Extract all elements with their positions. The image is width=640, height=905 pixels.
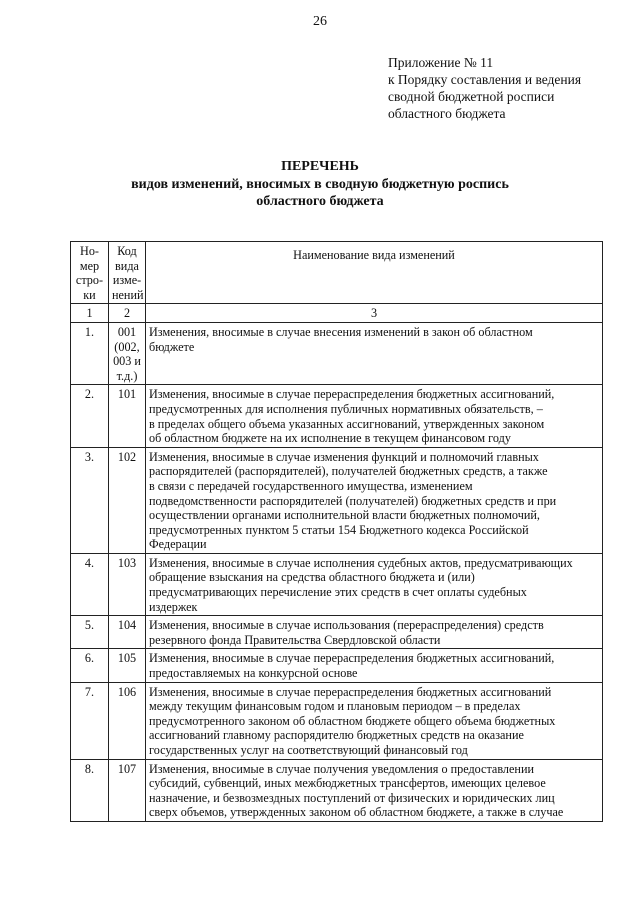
table-row: [71, 616, 603, 649]
header-row: [71, 242, 603, 304]
description-line: распорядителей (распорядителей), получателей бюджетных средств, а также: [149, 464, 548, 479]
column-number: 1: [71, 304, 109, 323]
table-row: [71, 649, 603, 682]
description-line: предусмотренного законом об областном бюджете общего объема бюджетных: [149, 713, 556, 728]
header-text: ки: [83, 287, 96, 302]
appendix-line: областного бюджета: [388, 106, 506, 121]
description-line: обращение взыскания на средства областного бюджета и (или): [149, 570, 475, 585]
change-code-line: 003 и: [113, 354, 141, 369]
appendix-line: Приложение № 11: [388, 55, 494, 70]
column-number: 2: [109, 304, 146, 323]
description-line: об областном бюджете на их исполнение в текущем финансовом году: [149, 431, 511, 446]
description-line: Изменения, вносимые в случае внесения изменений в закон об областном: [149, 324, 533, 339]
description-line: между текущим финансовым годом и плановым периодом – в пределах: [149, 699, 521, 714]
table-body: [71, 242, 603, 822]
change-description-cell: [146, 682, 603, 759]
header-text: нений: [112, 287, 144, 302]
description-line: предоставляемых на конкурсной основе: [149, 666, 358, 681]
description-line: в связи с передачей государственного имущества, изменением: [149, 478, 473, 493]
description-line: издержек: [149, 599, 198, 614]
change-code-line: 107: [117, 761, 137, 776]
description-line: осуществлении органами исполнительной власти бюджетных полномочий,: [149, 508, 540, 523]
description-line: подведомственности распорядителей (получателей) бюджетных средств и при: [149, 493, 557, 508]
change-code-line: т.д.): [116, 368, 138, 383]
change-code-line: 101: [117, 387, 137, 402]
table-row: [71, 322, 603, 384]
description-line: Изменения, вносимые в случае перераспределения бюджетных ассигнований,: [149, 387, 555, 402]
table-row: [71, 759, 603, 821]
page-number: 26: [313, 14, 327, 29]
header-text: Код: [117, 244, 137, 258]
row-number-cell: 6.: [71, 649, 109, 682]
header-text: вида: [115, 258, 139, 273]
title-line: видов изменений, вносимых в сводную бюджетную роспись: [131, 176, 509, 192]
change-code-cell: [109, 553, 146, 615]
description-line: сверх объемов, утвержденных законом об областном бюджете, а также в случае: [149, 805, 564, 820]
description-line: назначение, и безвозмездных поступлений от физических и юридических лиц: [149, 790, 555, 805]
header-text: изме-: [112, 273, 142, 288]
column-number: 3: [146, 304, 603, 323]
change-description-cell: [146, 616, 603, 649]
change-description-cell: [146, 385, 603, 447]
row-number-cell: 2.: [71, 385, 109, 447]
change-code-line: 104: [117, 618, 137, 633]
row-number-cell: 1.: [71, 322, 109, 384]
document-title: [0, 158, 640, 211]
description-line: в пределах общего объема указанных ассигнований, утвержденных законом: [149, 416, 545, 431]
header-row-number: [71, 242, 109, 304]
row-number-cell: 4.: [71, 553, 109, 615]
row-number-cell: 5.: [71, 616, 109, 649]
appendix-note: [388, 54, 581, 122]
change-code-line: (002,: [114, 339, 140, 354]
change-code-cell: [109, 682, 146, 759]
row-number-cell: 8.: [71, 759, 109, 821]
changes-table: [70, 241, 603, 822]
change-description-cell: [146, 322, 603, 384]
header-text: Но-: [80, 244, 99, 258]
column-number-row: [71, 304, 603, 323]
description-line: Изменения, вносимые в случае получения уведомления о предоставлении: [149, 761, 534, 776]
change-code-line: 102: [117, 449, 137, 464]
description-line: предусмотренных пунктом 5 статьи 154 Бюджетного кодекса Российской: [149, 522, 529, 537]
change-description-cell: [146, 447, 603, 553]
change-code-line: 103: [117, 555, 137, 570]
table-row: [71, 682, 603, 759]
change-code-cell: [109, 322, 146, 384]
change-description-cell: [146, 553, 603, 615]
change-description-cell: [146, 759, 603, 821]
change-code-cell: [109, 447, 146, 553]
description-line: Изменения, вносимые в случае перераспределения бюджетных ассигнований,: [149, 651, 555, 666]
description-line: бюджете: [149, 339, 195, 354]
description-line: резервного фонда Правительства Свердловской области: [149, 632, 441, 647]
change-code-line: 105: [117, 651, 137, 666]
header-text: стро-: [75, 273, 104, 288]
change-code-line: 001: [117, 324, 137, 339]
description-line: государственных услуг на соответствующий финансовый год: [149, 743, 468, 757]
title-line: областного бюджета: [256, 194, 384, 209]
change-code-cell: [109, 759, 146, 821]
header-change-name: Наименование вида изменений: [146, 242, 603, 304]
change-code-cell: [109, 385, 146, 447]
header-text: мер: [79, 258, 100, 273]
description-line: Изменения, вносимые в случае использования (перераспределения) средств: [149, 618, 544, 633]
description-line: предусматривающих перечисление этих средств в счет оплаты судебных: [149, 585, 527, 600]
row-number-cell: 7.: [71, 682, 109, 759]
table-row: [71, 385, 603, 447]
description-line: предусмотренных для исполнения публичных нормативных обязательств, –: [149, 401, 543, 416]
title-line: ПЕРЕЧЕНЬ: [281, 159, 359, 174]
description-line: Изменения, вносимые в случае изменения функций и полномочий главных: [149, 449, 539, 464]
header-change-code: [109, 242, 146, 304]
description-line: Изменения, вносимые в случае перераспределения бюджетных ассигнований: [149, 684, 552, 699]
appendix-line: к Порядку составления и ведения: [388, 72, 582, 87]
description-line: Изменения, вносимые в случае исполнения судебных актов, предусматривающих: [149, 555, 573, 570]
table-row: [71, 447, 603, 553]
description-line: Федерации: [149, 537, 207, 552]
description-line: субсидий, субвенций, иных межбюджетных трансфертов, имеющих целевое: [149, 776, 546, 791]
appendix-line: сводной бюджетной росписи: [388, 89, 555, 104]
change-code-line: 106: [117, 684, 137, 699]
description-line: ассигнований главному распорядителю бюджетных средств на оказание: [149, 728, 524, 743]
change-description-cell: [146, 649, 603, 682]
change-code-cell: [109, 616, 146, 649]
row-number-cell: 3.: [71, 447, 109, 553]
table-row: [71, 553, 603, 615]
change-code-cell: [109, 649, 146, 682]
